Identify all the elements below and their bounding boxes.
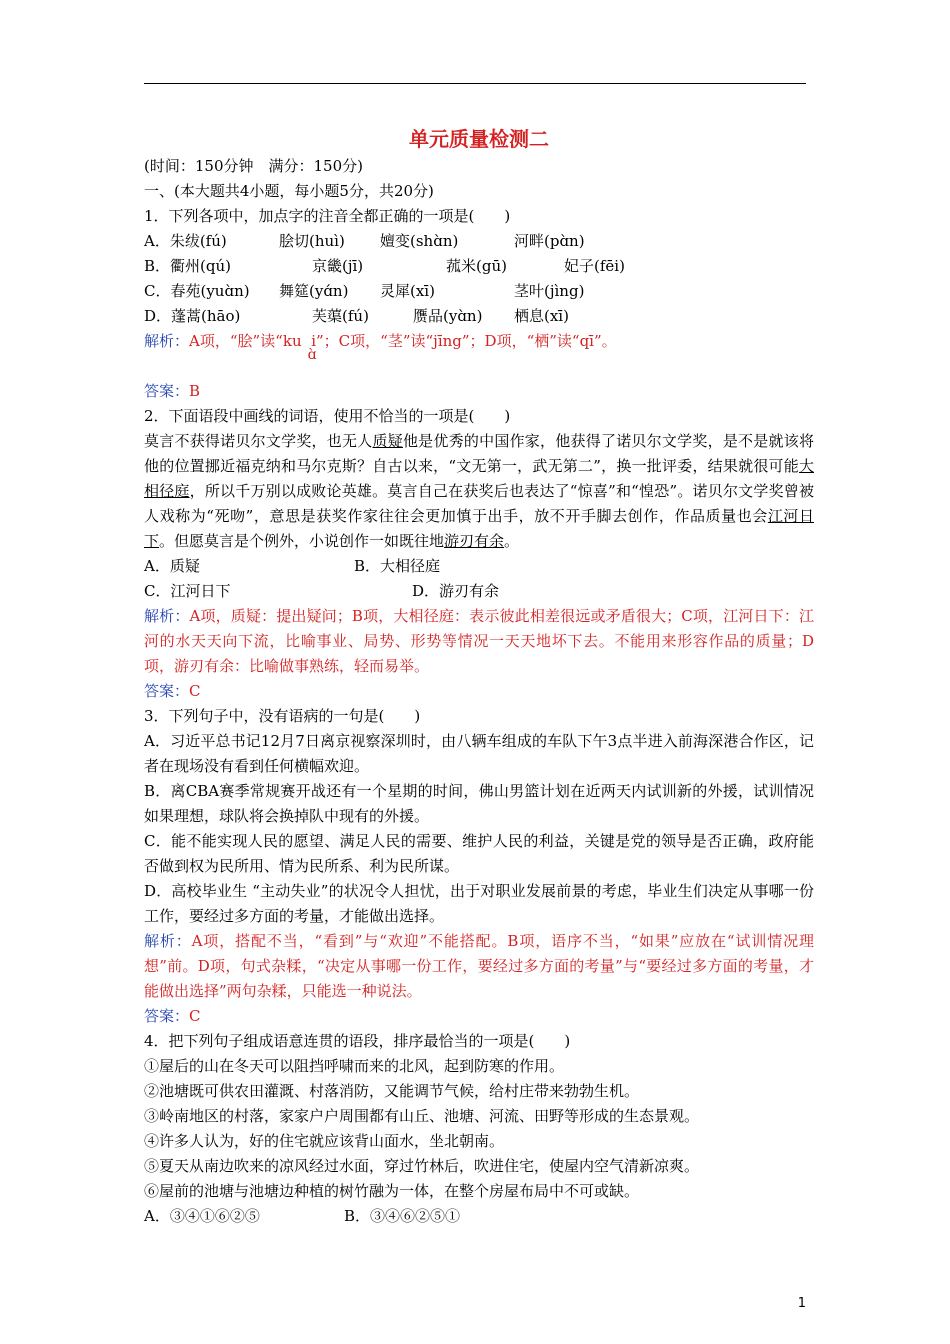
q1-option-row-c (144, 279, 814, 304)
q2-answer-value: C (189, 682, 201, 700)
time-info: (时间：150分钟 满分：150分) (144, 157, 363, 175)
q1-b-1: B．衢州(qú) (144, 257, 231, 275)
q1-stem: 1．下列各项中，加点字的注音全都正确的一项是( ) (144, 207, 511, 225)
q4-item-1: ①屋后的山在冬天可以阻挡呼啸而来的北风，起到防寒的作用。 (144, 1057, 565, 1075)
q4-item-6: ⑥屋前的池塘与池塘边种植的树竹融为一体，在整个房屋布局中不可或缺。 (144, 1182, 640, 1200)
q1-a-3: 嬗变(shɑ̀n) (380, 232, 459, 250)
document-title: 单元质量检测二 (409, 127, 549, 151)
q1-d-3: 赝品(yɑ̀n) (413, 307, 483, 325)
q1-d-4: 栖息(xī) (514, 307, 569, 325)
q1-answer-label: 答案： (144, 382, 190, 400)
q2-analysis-text: A项，质疑：提出疑问；B项，大相径庭：表示彼此相差很远或矛盾很大；C项，江河日下：江河的水天天向下流，比喻事业、局势、形势等情况一天天地坏下去。不能用来形容作品的质量；D项，游刃有余：比喻做事熟练，轻而易举。 (144, 607, 814, 675)
q1-answer-value: B (189, 382, 201, 400)
q1-c-4: 茎叶(jìng) (514, 282, 585, 300)
q2-passage-part-3: ，所以千万别以成败论英雄。莫言自己在获奖后也表达了“惊喜”和“惶恐”。诺贝尔文学奖曾被人戏称为“死吻”，意思是获奖作家往往会更加慎于出手，放不开手脚去创作，作品质量也会 (144, 482, 814, 525)
q2-options-row-2 (144, 579, 814, 604)
q1-d-1: D．蓬蒿(hāo) (144, 307, 241, 325)
q2-passage-part-1: 莫言不获得诺贝尔文学奖，也无人 (144, 432, 373, 450)
q2-analysis (144, 604, 814, 679)
q3-answer (144, 1004, 814, 1029)
q3-option-c: C．能不能实现人民的愿望、满足人民的需要、维护人民的利益，关键是党的领导是否正确，政府能否做到权为民所用、情为民所系、利为民所谋。 (144, 832, 814, 875)
document-body (144, 124, 814, 1229)
q3-answer-value: C (189, 1007, 201, 1025)
q2-stem: 2．下面语段中画线的词语，使用不恰当的一项是( ) (144, 407, 511, 425)
q1-analysis-text-2: i”；C项，“茎”读“jīng”；D项，“栖”读“qī”。 (311, 332, 617, 350)
q2-analysis-label: 解析： (144, 607, 190, 625)
q2-option-c: C．江河日下 (144, 582, 231, 600)
q1-a-2: 脍切(huì) (279, 232, 345, 250)
q2-option-d: D．游刃有余 (412, 582, 500, 600)
q3-option-b: B．离CBA赛季常规赛开战还有一个星期的时间，佛山男篮计划在近两天内试训新的外援，试训情况如果理想，球队将会换掉队中现有的外援。 (144, 782, 814, 825)
q1-analysis (144, 329, 814, 363)
q1-b-2: 京畿(jī) (312, 257, 364, 275)
q1-a-4: 河畔(pɑ̀n) (514, 232, 585, 250)
q2-underlined-2: 大相径庭 (144, 457, 814, 500)
q1-d-2: 芙蕖(fú) (312, 307, 369, 325)
q4-stem: 4．把下列句子组成语意连贯的语段，排序最恰当的一项是( ) (144, 1032, 571, 1050)
q1-option-row-a (144, 229, 814, 254)
q2-option-a: A．质疑 (144, 557, 200, 575)
q1-option-row-d (144, 304, 814, 329)
q1-c-2: 舞筵(yɑ́n) (279, 282, 349, 300)
q3-stem: 3．下列句子中，没有语病的一句是( ) (144, 707, 421, 725)
q4-item-4: ④许多人认为，好的住宅就应该背山面水，坐北朝南。 (144, 1132, 505, 1150)
q4-option-b: B．③④⑥②⑤① (344, 1207, 461, 1225)
q2-answer-label: 答案： (144, 682, 190, 700)
q2-underlined-1: 质疑 (372, 432, 403, 450)
q2-passage-part-4: 。但愿莫言是个例外，小说创作一如既往地 (159, 532, 445, 550)
q2-options-row-1 (144, 554, 814, 579)
q2-passage-part-2: 他是优秀的中国作家，他获得了诺贝尔文学奖，是不是就该将他的位置挪近福克纳和马尔克斯？自古以来，“文无第一，武无第二”，换一批评委，结果就很可能 (144, 432, 814, 475)
q3-analysis-text: A项，搭配不当，“看到”与“欢迎”不能搭配。B项，语序不当，“如果”应放在“试训情况理想”前。D项，句式杂糅，“决定从事哪一份工作，要经过多方面的考量”与“要经过多方面的考量，才能做出选择”两句杂糅，只能选一种说法。 (144, 932, 814, 1000)
q2-passage-part-5: 。 (504, 532, 520, 550)
section-header: 一、(本大题共4小题，每小题5分，共20分) (144, 182, 434, 200)
q3-analysis (144, 929, 814, 1004)
header-rule (144, 83, 806, 84)
q3-answer-label: 答案： (144, 1007, 190, 1025)
q3-option-d: D．高校毕业生 “主动失业”的状况令人担忧，出于对职业发展前景的考虑，毕业生们决定从事哪一份工作，要经过多方面的考量，才能做出选择。 (144, 882, 814, 925)
q2-underlined-4: 游刃有余 (444, 532, 505, 550)
q3-analysis-label: 解析： (144, 932, 192, 950)
q2-underlined-3: 江河日下 (144, 507, 814, 550)
q4-item-2: ②池塘既可供农田灌溉、村落消防，又能调节气候，给村庄带来勃勃生机。 (144, 1082, 640, 1100)
q4-item-5: ⑤夏天从南边吹来的凉风经过水面，穿过竹林后，吹进住宅，使屋内空气清新凉爽。 (144, 1157, 700, 1175)
q2-passage (144, 429, 814, 554)
page-number: 1 (797, 1296, 806, 1311)
q1-a-1: A．朱绂(fú) (144, 232, 227, 250)
q2-answer (144, 679, 814, 704)
q1-option-row-b (144, 254, 814, 279)
q4-option-a: A．③④①⑥②⑤ (144, 1207, 260, 1225)
q3-option-a: A．习近平总书记12月7日离京视察深圳时，由八辆车组成的车队下午3点半进入前海深港合作区，记者在现场没有看到任何横幅欢迎。 (144, 732, 814, 775)
q1-answer (144, 379, 814, 404)
q1-b-4: 妃子(fēi) (564, 257, 625, 275)
q1-analysis-tone-mark: ɑ̀ (307, 347, 317, 363)
q1-analysis-text-1: A项，“脍”读“ku (189, 332, 302, 350)
q1-c-3: 灵犀(xī) (380, 282, 435, 300)
q1-c-1: C．春苑(yuɑ̀n) (144, 282, 250, 300)
q2-option-b: B．大相径庭 (354, 557, 441, 575)
q4-options-row (144, 1204, 814, 1229)
q1-analysis-label: 解析： (144, 332, 190, 350)
q1-b-3: 菰米(gū) (446, 257, 507, 275)
q4-item-3: ③岭南地区的村落，家家户户周围都有山丘、池塘、河流、田野等形成的生态景观。 (144, 1107, 700, 1125)
